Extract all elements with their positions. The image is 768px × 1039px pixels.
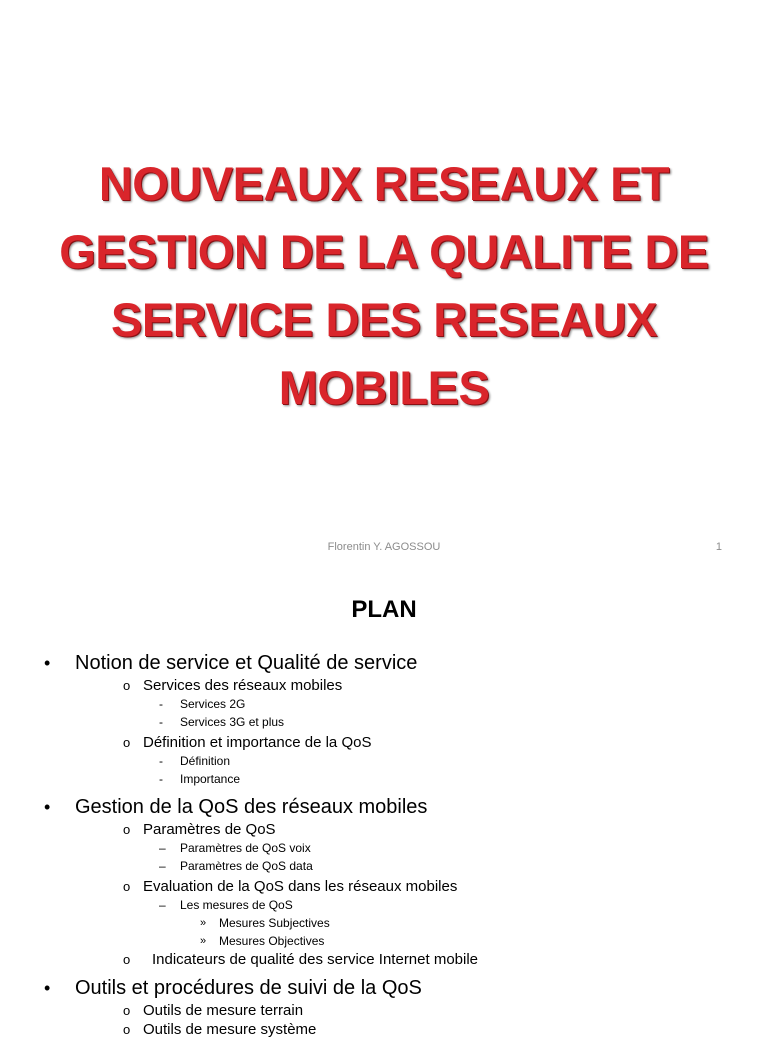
slide-title (40, 150, 728, 422)
outline-text: Indicateurs de qualité des service Internet mobile (152, 951, 479, 968)
bullet-marker: • (44, 653, 51, 673)
outline-item-level2 (0, 733, 768, 752)
outline-item-level3 (0, 839, 768, 857)
circle-marker: o (123, 678, 131, 693)
outline-text: Définition (180, 754, 231, 768)
outline-text: Outils de mesure terrain (143, 1002, 304, 1019)
outline-item-level2 (0, 950, 768, 969)
dash-marker: - (159, 772, 163, 786)
outline-text: Services des réseaux mobiles (143, 677, 343, 694)
outline-text: Définition et importance de la QoS (143, 734, 372, 751)
outline-item-level2 (0, 1020, 768, 1039)
outline-item-level3 (0, 896, 768, 914)
outline-item-level1 (0, 650, 768, 676)
outline-text: Mesures Subjectives (219, 916, 330, 930)
outline-item-level4 (0, 932, 768, 950)
outline-item-level2 (0, 1001, 768, 1020)
title-line: NOUVEAUX RESEAUX ET (98, 157, 670, 210)
outline-item-level3 (0, 770, 768, 788)
circle-marker: o (123, 879, 131, 894)
outline-item-level2 (0, 820, 768, 839)
slide-footer-author: Florentin Y. AGOSSOU (327, 541, 441, 553)
outline-item-level3 (0, 752, 768, 770)
title-line: MOBILES (278, 361, 490, 414)
slide-page-number: 1 (715, 541, 722, 553)
title-line: SERVICE DES RESEAUX (111, 293, 657, 346)
outline-text: Mesures Objectives (219, 934, 325, 948)
plan-title: PLAN (351, 596, 417, 623)
outline-text: Outils et procédures de suivi de la QoS (75, 977, 422, 999)
outline-text: Paramètres de QoS (143, 821, 276, 838)
circle-marker: o (123, 1003, 131, 1018)
outline-text: Services 2G (180, 697, 246, 711)
circle-marker: o (123, 1022, 131, 1037)
outline-text: Les mesures de QoS (180, 898, 293, 912)
outline-item-level2 (0, 877, 768, 896)
title-line: GESTION DE LA QUALITE DE (59, 225, 709, 278)
outline-item-level3 (0, 695, 768, 713)
dash-marker: - (159, 697, 163, 711)
outline-item-level3 (0, 857, 768, 875)
outline-text: Paramètres de QoS data (180, 859, 313, 873)
outline-item-level3 (0, 713, 768, 731)
outline-item-level1 (0, 794, 768, 820)
outline-text: Importance (180, 772, 241, 786)
long-dash-marker: – (159, 859, 166, 873)
circle-marker: o (123, 822, 131, 837)
plan-outline (0, 650, 768, 1039)
outline-item-level2 (0, 676, 768, 695)
outline-text: Notion de service et Qualité de service (75, 652, 418, 674)
outline-text: Gestion de la QoS des réseaux mobiles (75, 796, 428, 818)
circle-marker: o (123, 735, 131, 750)
outline-item-level1 (0, 975, 768, 1001)
outline-item-level4 (0, 914, 768, 932)
long-dash-marker: – (159, 898, 166, 912)
outline-text: Evaluation de la QoS dans les réseaux mobiles (143, 878, 458, 895)
outline-text: Outils de mesure système (143, 1021, 317, 1038)
dash-marker: - (159, 754, 163, 768)
slide-2 (0, 576, 768, 1038)
chevron-marker: » (200, 917, 207, 929)
bullet-marker: • (44, 978, 51, 998)
outline-text: Services 3G et plus (180, 715, 285, 729)
chevron-marker: » (200, 935, 207, 947)
bullet-marker: • (44, 797, 51, 817)
dash-marker: - (159, 715, 163, 729)
outline-text: Paramètres de QoS voix (180, 841, 311, 855)
circle-marker: o (123, 952, 131, 967)
long-dash-marker: – (159, 841, 166, 855)
